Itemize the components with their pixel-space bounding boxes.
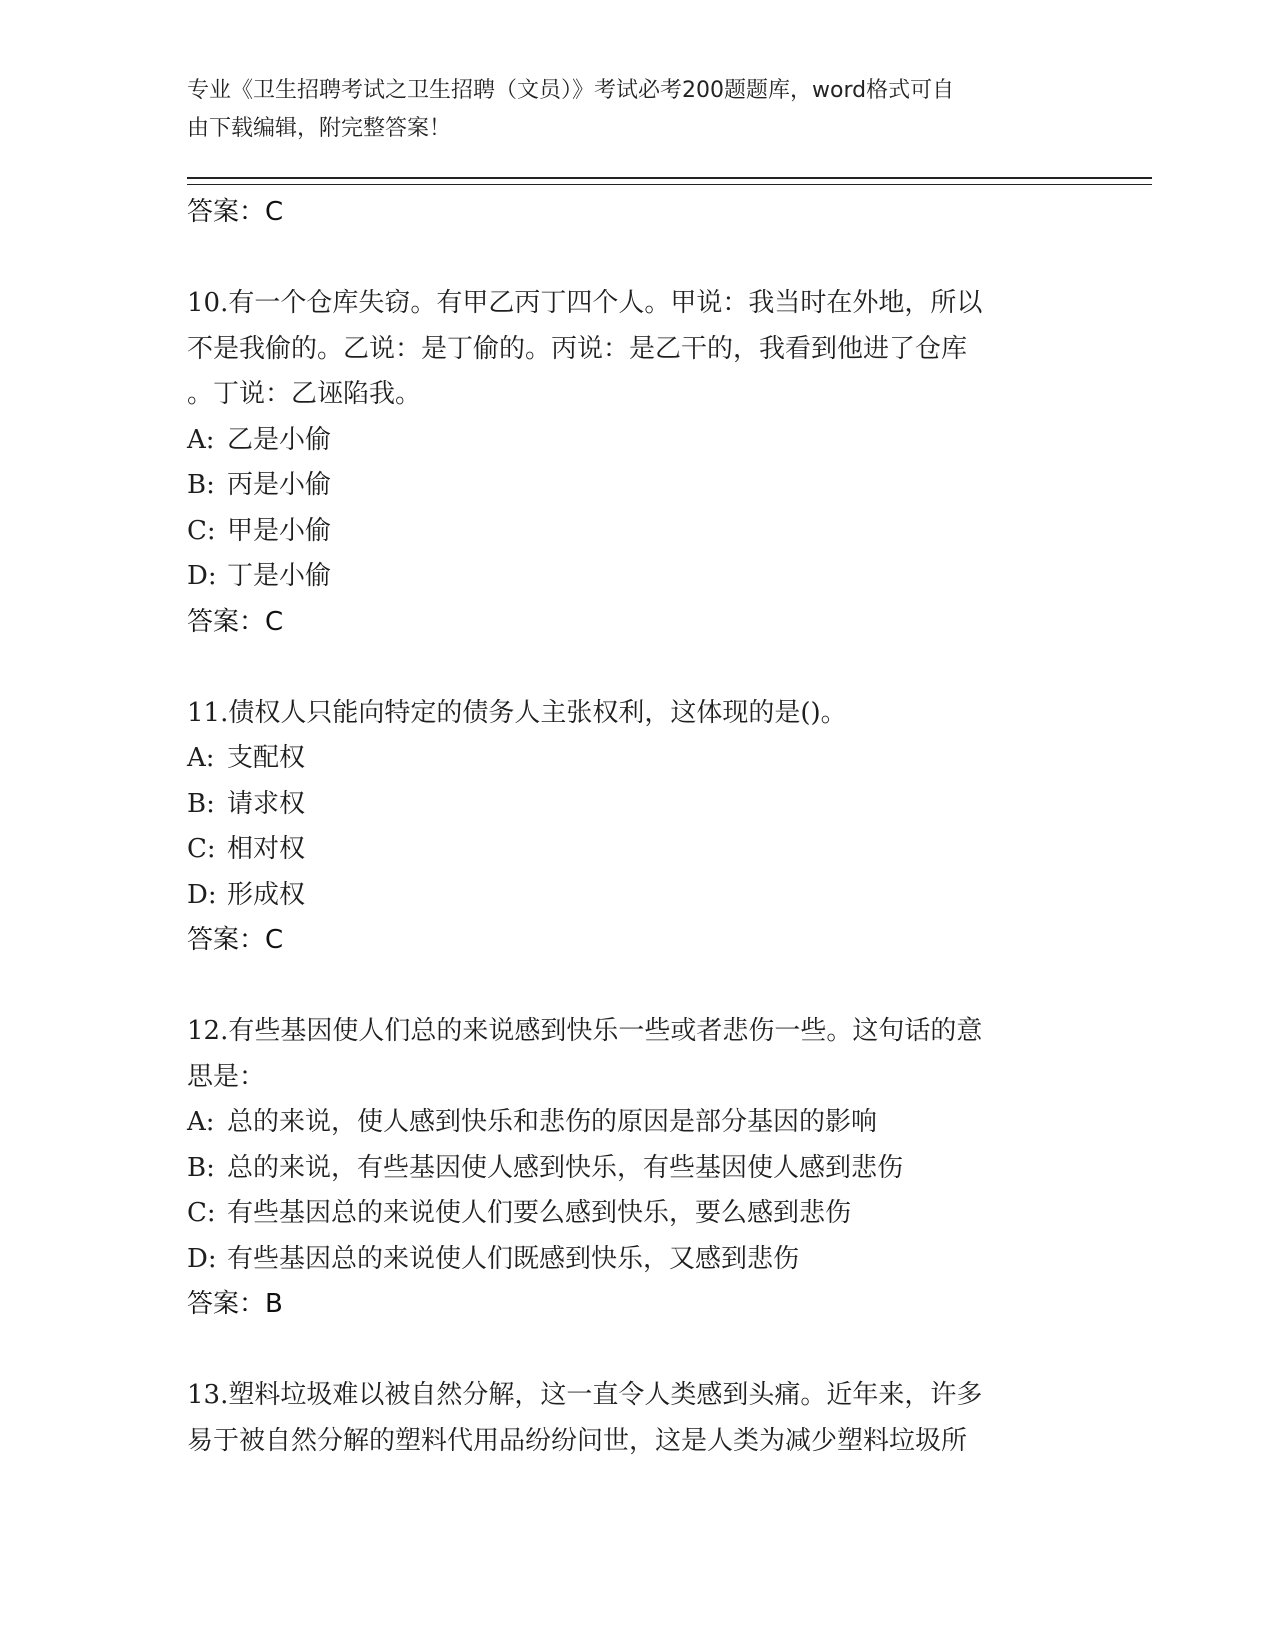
question-12 — [187, 1009, 1087, 1328]
option-b — [187, 782, 1087, 828]
option-d — [187, 1237, 1087, 1283]
answer-line: 答案：C — [187, 925, 284, 955]
spacer — [187, 645, 1087, 691]
option-text: 支配权 — [227, 743, 306, 773]
option-text: 相对权 — [227, 834, 306, 864]
question-stem-line: 易于被自然分解的塑料代用品纷纷问世，这是人类为减少塑料垃圾所 — [187, 1425, 968, 1456]
option-c — [187, 1191, 1087, 1237]
option-label: B: — [187, 788, 215, 819]
option-label: B: — [187, 470, 215, 500]
option-text: 乙是小偷 — [227, 424, 332, 455]
question-stem-line: 。丁说：乙诬陷我。 — [187, 379, 422, 409]
document-header — [187, 72, 1087, 148]
option-label: C: — [187, 515, 216, 546]
question-stem-line: 12.有些基因使人们总的来说感到快乐一些或者悲伤一些。这句话的意 — [187, 1016, 983, 1046]
option-a — [187, 736, 1087, 782]
option-label: C: — [187, 1198, 216, 1228]
option-a — [187, 1100, 1087, 1146]
header-line-1: 专业《卫生招聘考试之卫生招聘（文员）》考试必考200题题库，word格式可自 — [187, 78, 955, 103]
option-b — [187, 1146, 1087, 1192]
option-label: A: — [187, 743, 215, 773]
question-stem-line: 13.塑料垃圾难以被自然分解，这一直令人类感到头痛。近年来，许多 — [187, 1380, 983, 1410]
question-11 — [187, 691, 1087, 964]
document-body — [187, 190, 1087, 1464]
option-text: 形成权 — [227, 879, 306, 910]
option-label: A: — [187, 1107, 215, 1137]
header-line-2: 由下载编辑，附完整答案！ — [187, 116, 452, 141]
question-stem-line: 思是： — [187, 1061, 266, 1092]
option-c — [187, 509, 1087, 555]
option-text: 有些基因总的来说使人们既感到快乐，又感到悲伤 — [227, 1243, 800, 1274]
spacer — [187, 1328, 1087, 1374]
option-text: 有些基因总的来说使人们要么感到快乐，要么感到悲伤 — [227, 1198, 852, 1228]
question-stem-line: 10.有一个仓库失窃。有甲乙丙丁四个人。甲说：我当时在外地，所以 — [187, 288, 983, 318]
question-13 — [187, 1373, 1087, 1464]
option-text: 请求权 — [227, 788, 306, 819]
header-divider — [187, 177, 1152, 185]
option-text: 总的来说，使人感到快乐和悲伤的原因是部分基因的影响 — [227, 1107, 878, 1137]
spacer — [187, 964, 1087, 1010]
option-text: 丙是小偷 — [227, 470, 332, 500]
option-text: 甲是小偷 — [227, 515, 332, 546]
answer-line: 答案：C — [187, 197, 284, 227]
answer-line: 答案：B — [187, 1289, 283, 1319]
answer-line: 答案：C — [187, 606, 284, 637]
option-a — [187, 418, 1087, 464]
option-label: B: — [187, 1152, 215, 1183]
question-stem-line: 不是我偷的。乙说：是丁偷的。丙说：是乙干的，我看到他进了仓库 — [187, 333, 968, 364]
option-c — [187, 827, 1087, 873]
option-b — [187, 463, 1087, 509]
spacer — [187, 236, 1087, 282]
option-label: C: — [187, 834, 216, 864]
question-10 — [187, 281, 1087, 645]
option-label: A: — [187, 424, 215, 455]
option-d — [187, 873, 1087, 919]
option-label: D: — [187, 561, 217, 591]
option-label: D: — [187, 879, 217, 910]
option-text: 丁是小偷 — [227, 561, 332, 591]
option-label: D: — [187, 1243, 217, 1274]
option-text: 总的来说，有些基因使人感到快乐，有些基因使人感到悲伤 — [227, 1152, 904, 1183]
option-d — [187, 554, 1087, 600]
question-stem-line: 11.债权人只能向特定的债务人主张权利，这体现的是()。 — [187, 697, 847, 728]
